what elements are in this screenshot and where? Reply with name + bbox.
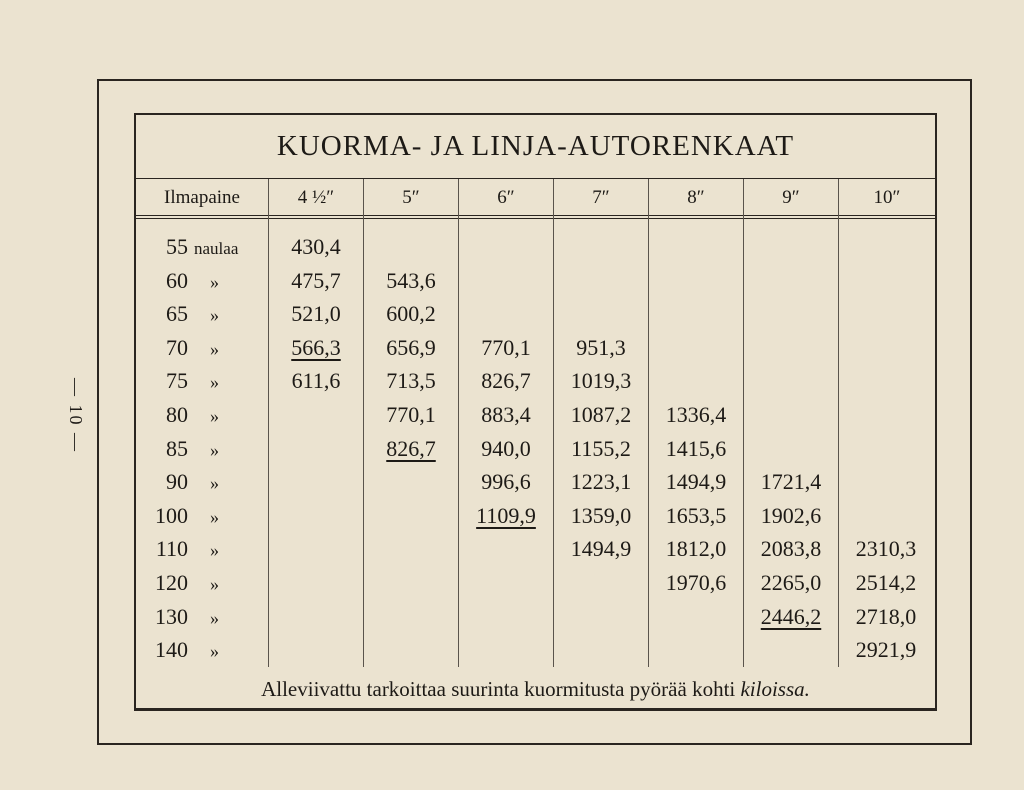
load-value [459, 432, 553, 466]
header-size-10: 10″ [873, 186, 901, 208]
load-value [269, 264, 363, 298]
ditto-mark: » [210, 439, 219, 460]
load-value [459, 398, 553, 432]
load-value-text: 521,0 [291, 301, 341, 327]
load-value-text: 713,5 [386, 368, 436, 394]
ditto-mark: » [210, 338, 219, 359]
row-pressure-label [136, 532, 268, 566]
pressure-value: 70 [166, 334, 188, 360]
ditto-mark: » [210, 406, 219, 426]
load-value [459, 364, 553, 398]
load-value-text: 656,9 [386, 334, 436, 360]
tire-load-table [134, 113, 937, 711]
header-size-7: 7″ [592, 186, 610, 208]
pressure-value: 60 [166, 267, 188, 293]
header-rule [136, 215, 935, 219]
ditto-mark: » [210, 506, 219, 527]
load-value-text: 2083,8 [760, 536, 822, 562]
header-size-6: 6″ [497, 186, 515, 208]
load-value-text: 2514,2 [855, 570, 917, 595]
row-pressure-label [136, 230, 268, 264]
load-value [554, 331, 648, 365]
load-value [554, 364, 648, 398]
load-value-text: 475,7 [291, 267, 341, 293]
load-value-text: 770,1 [386, 402, 436, 427]
load-value [459, 499, 553, 533]
load-value-text: 1223,1 [570, 469, 632, 495]
load-value-text: 2310,3 [855, 536, 917, 562]
pressure-value: 140 [155, 637, 188, 663]
load-value [649, 532, 743, 566]
load-value-text: 1155,2 [571, 435, 631, 461]
load-value [364, 297, 458, 331]
load-value-text: 996,6 [481, 469, 531, 495]
row-pressure-label [136, 331, 268, 365]
load-value [744, 532, 838, 566]
row-pressure-label [136, 264, 268, 298]
load-value-text: 1415,6 [665, 435, 727, 461]
row-pressure-label [136, 432, 268, 466]
load-value [744, 566, 838, 600]
load-value [839, 532, 933, 566]
load-value [649, 566, 743, 600]
ditto-mark: » [210, 271, 219, 292]
load-value-text: 600,2 [386, 301, 436, 327]
load-value-text: 1812,0 [665, 536, 727, 562]
load-value-text: 1494,9 [665, 469, 727, 495]
row-pressure-label [136, 364, 268, 398]
ditto-mark: » [210, 540, 219, 561]
header-pressure: Ilmapaine [164, 186, 240, 208]
ditto-mark: » [210, 574, 219, 594]
header-size-5: 5″ [402, 186, 420, 208]
pressure-value: 90 [166, 469, 188, 495]
load-value-text: 1019,3 [570, 368, 632, 394]
load-value-text: 1494,9 [570, 536, 632, 562]
load-value-text: 1359,0 [570, 502, 632, 528]
load-value [839, 633, 933, 667]
load-value [364, 432, 458, 466]
load-value [554, 499, 648, 533]
load-value-text: 826,7 [386, 435, 436, 461]
load-value [269, 297, 363, 331]
header-size-9: 9″ [782, 186, 800, 208]
load-value-text: 1970,6 [665, 570, 727, 595]
load-value [364, 398, 458, 432]
pressure-value: 55 [166, 234, 188, 259]
table-title: KUORMA- JA LINJA-AUTORENKAAT [136, 115, 935, 179]
pressure-value: 120 [155, 570, 188, 595]
load-value-text: 543,6 [386, 267, 436, 293]
load-value [459, 331, 553, 365]
load-value [269, 331, 363, 365]
pressure-value: 80 [166, 402, 188, 427]
row-pressure-label [136, 566, 268, 600]
row-pressure-label [136, 600, 268, 634]
load-value [269, 364, 363, 398]
ditto-mark: » [210, 473, 219, 494]
pressure-value: 110 [155, 536, 188, 562]
row-pressure-label [136, 398, 268, 432]
pressure-value: 130 [155, 603, 188, 629]
load-value-text: 770,1 [481, 334, 531, 360]
load-value [839, 566, 933, 600]
load-value [744, 499, 838, 533]
row-pressure-label [136, 297, 268, 331]
row-pressure-label [136, 465, 268, 499]
load-value-text: 611,6 [291, 368, 341, 394]
load-value [649, 432, 743, 466]
load-value [554, 465, 648, 499]
footnote: Alleviivattu tarkoittaa suurinta kuormitusta pyörää kohti kiloissa. [261, 677, 810, 701]
load-value [269, 230, 363, 264]
load-value [364, 331, 458, 365]
load-value-text: 951,3 [576, 334, 626, 360]
page-number: — 10 — [65, 377, 86, 453]
pressure-value: 100 [155, 502, 188, 528]
load-value [364, 364, 458, 398]
pressure-value: 85 [166, 435, 188, 461]
load-value-text: 1902,6 [760, 502, 822, 528]
load-value-text: 1653,5 [665, 502, 727, 528]
pressure-unit: naulaa [194, 239, 239, 258]
load-value [554, 398, 648, 432]
load-value-text: 2265,0 [760, 570, 822, 595]
load-value-text: 1109,9 [476, 502, 536, 528]
header-size-8: 8″ [687, 186, 705, 208]
load-value-text: 2446,2 [760, 603, 822, 629]
load-value-text: 566,3 [291, 334, 341, 360]
pressure-value: 75 [166, 368, 188, 394]
load-value [649, 398, 743, 432]
ditto-mark: » [210, 607, 219, 628]
load-value-text: 2921,9 [855, 637, 917, 663]
load-value-text: 826,7 [481, 368, 531, 394]
load-value [649, 499, 743, 533]
header-size-4-5: 4 ½″ [297, 186, 335, 208]
load-value [744, 600, 838, 634]
load-value [554, 432, 648, 466]
ditto-mark: » [210, 305, 219, 326]
load-value-text: 1087,2 [570, 402, 632, 427]
load-value-text: 1336,4 [665, 402, 727, 427]
load-value [364, 264, 458, 298]
load-value-text: 1721,4 [760, 469, 822, 495]
ditto-mark: » [210, 641, 219, 662]
load-value [649, 465, 743, 499]
row-pressure-label [136, 633, 268, 667]
row-pressure-label [136, 499, 268, 533]
load-value [554, 532, 648, 566]
load-value [744, 465, 838, 499]
load-value-text: 883,4 [481, 402, 531, 427]
load-value-text: 2718,0 [855, 603, 917, 629]
load-value-text: 430,4 [291, 234, 341, 259]
load-value [459, 465, 553, 499]
load-value-text: 940,0 [481, 435, 531, 461]
load-value [839, 600, 933, 634]
pressure-value: 65 [166, 301, 188, 327]
ditto-mark: » [210, 372, 219, 393]
